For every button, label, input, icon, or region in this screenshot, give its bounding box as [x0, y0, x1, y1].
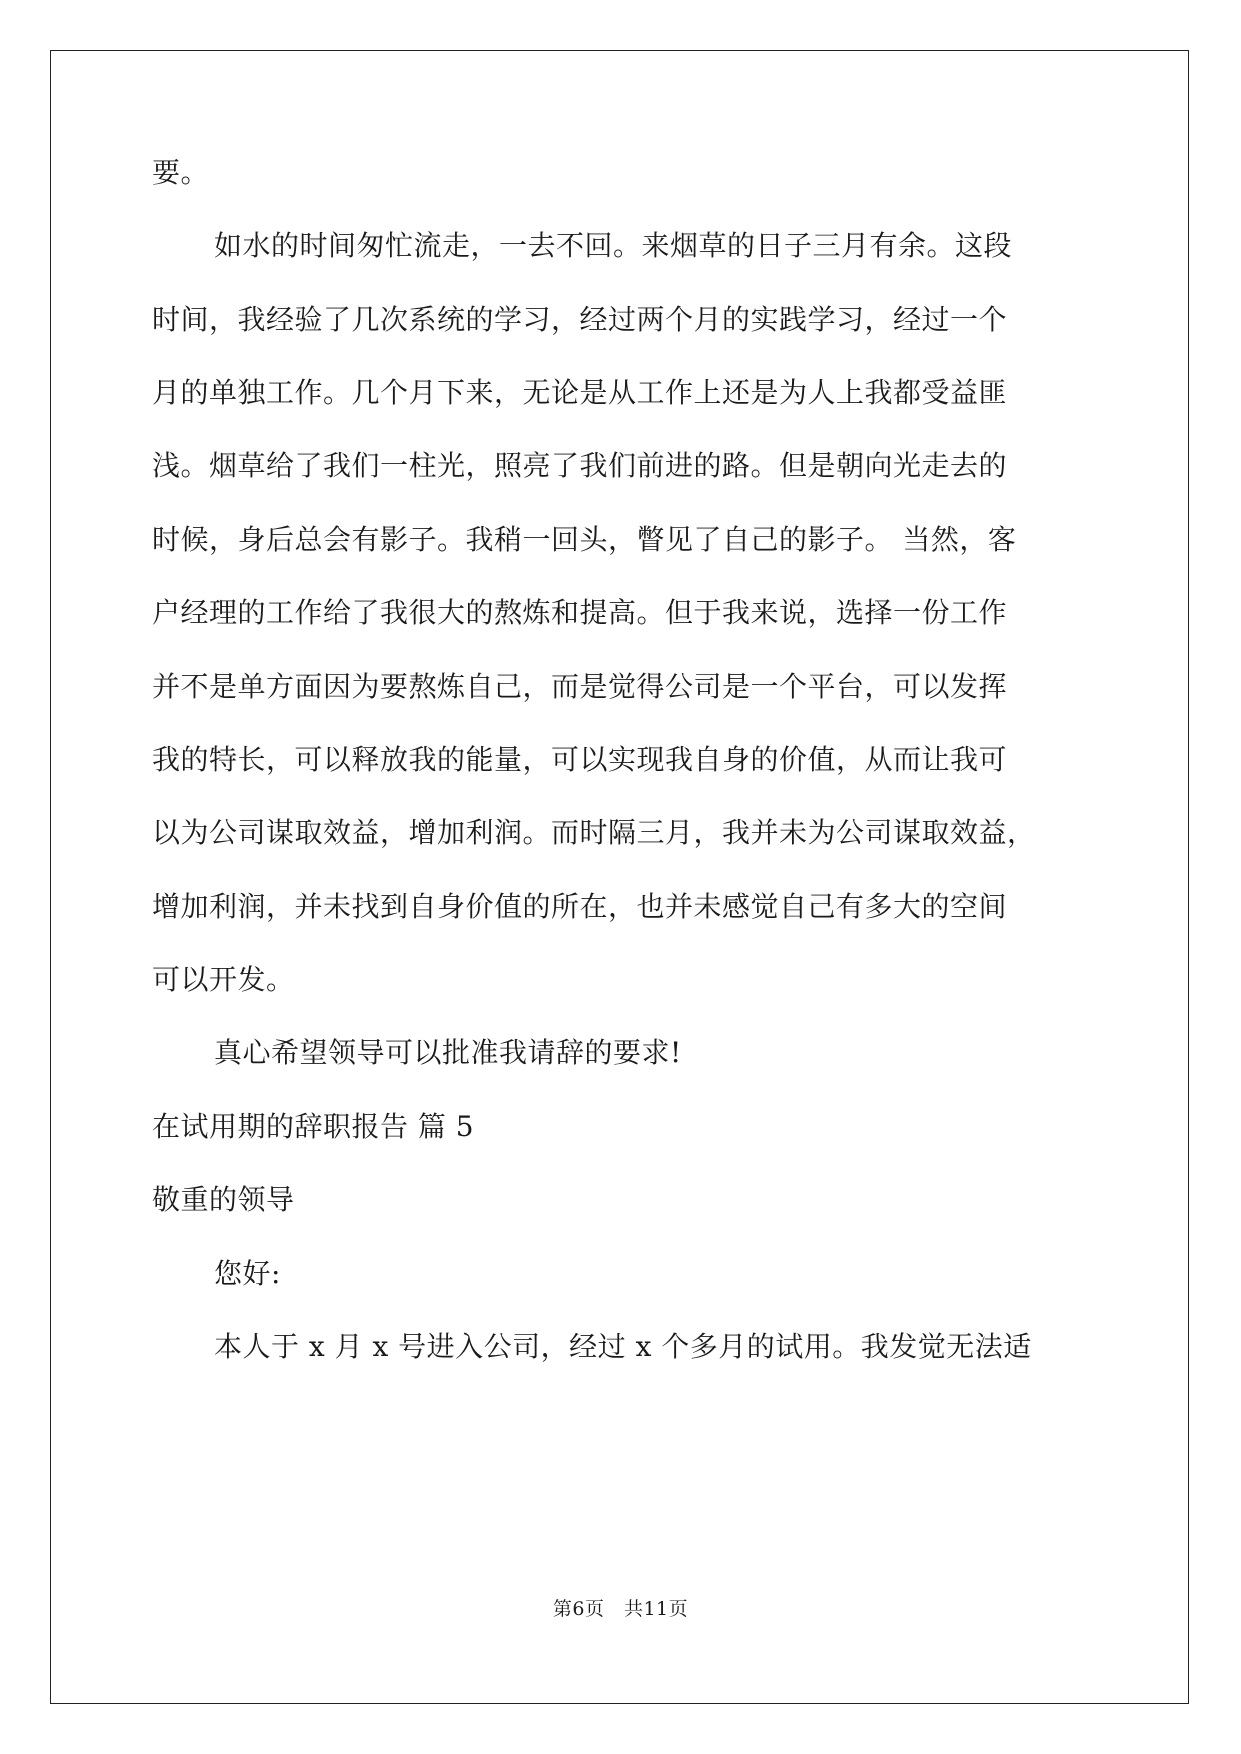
- body-line-11: 增加利润，并未找到自身价值的所在，也并未感觉自己有多大的空间: [152, 890, 1008, 923]
- body-line-3: 时间，我经验了几次系统的学习，经过两个月的实践学习，经过一个: [152, 303, 1008, 336]
- body-line-10: 以为公司谋取效益，增加利润。而时隔三月，我并未为公司谋取效益，: [152, 816, 1036, 849]
- page-footer: 第6页 共11页: [552, 1598, 689, 1620]
- salutation: 敬重的领导: [152, 1183, 295, 1216]
- page-border: [50, 50, 1189, 1704]
- body-line-1: 要。: [152, 156, 210, 189]
- body-line-5: 浅。烟草给了我们一柱光，照亮了我们前进的路。但是朝向光走去的: [152, 449, 1008, 482]
- body-line-4: 月的单独工作。几个月下来，无论是从工作上还是为人上我都受益匪: [152, 376, 1008, 409]
- body-line-13: 真心希望领导可以批准我请辞的要求!: [214, 1036, 682, 1069]
- section-heading: 在试用期的辞职报告 篇 5: [152, 1110, 475, 1143]
- body-line-17: 本人于 x 月 x 号进入公司，经过 x 个多月的试用。我发觉无法适: [214, 1330, 1032, 1363]
- body-line-2: 如水的时间匆忙流走，一去不回。来烟草的日子三月有余。这段: [214, 229, 1013, 262]
- body-line-7: 户经理的工作给了我很大的熬炼和提高。但于我来说，选择一份工作: [152, 596, 1008, 629]
- body-line-8: 并不是单方面因为要熬炼自己，而是觉得公司是一个平台，可以发挥: [152, 670, 1008, 703]
- body-line-12: 可以开发。: [152, 963, 295, 996]
- body-line-6: 时候，身后总会有影子。我稍一回头，瞥见了自己的影子。 当然，客: [152, 523, 1017, 556]
- greeting: 您好:: [214, 1257, 281, 1290]
- body-line-9: 我的特长，可以释放我的能量，可以实现我自身的价值，从而让我可: [152, 743, 1008, 776]
